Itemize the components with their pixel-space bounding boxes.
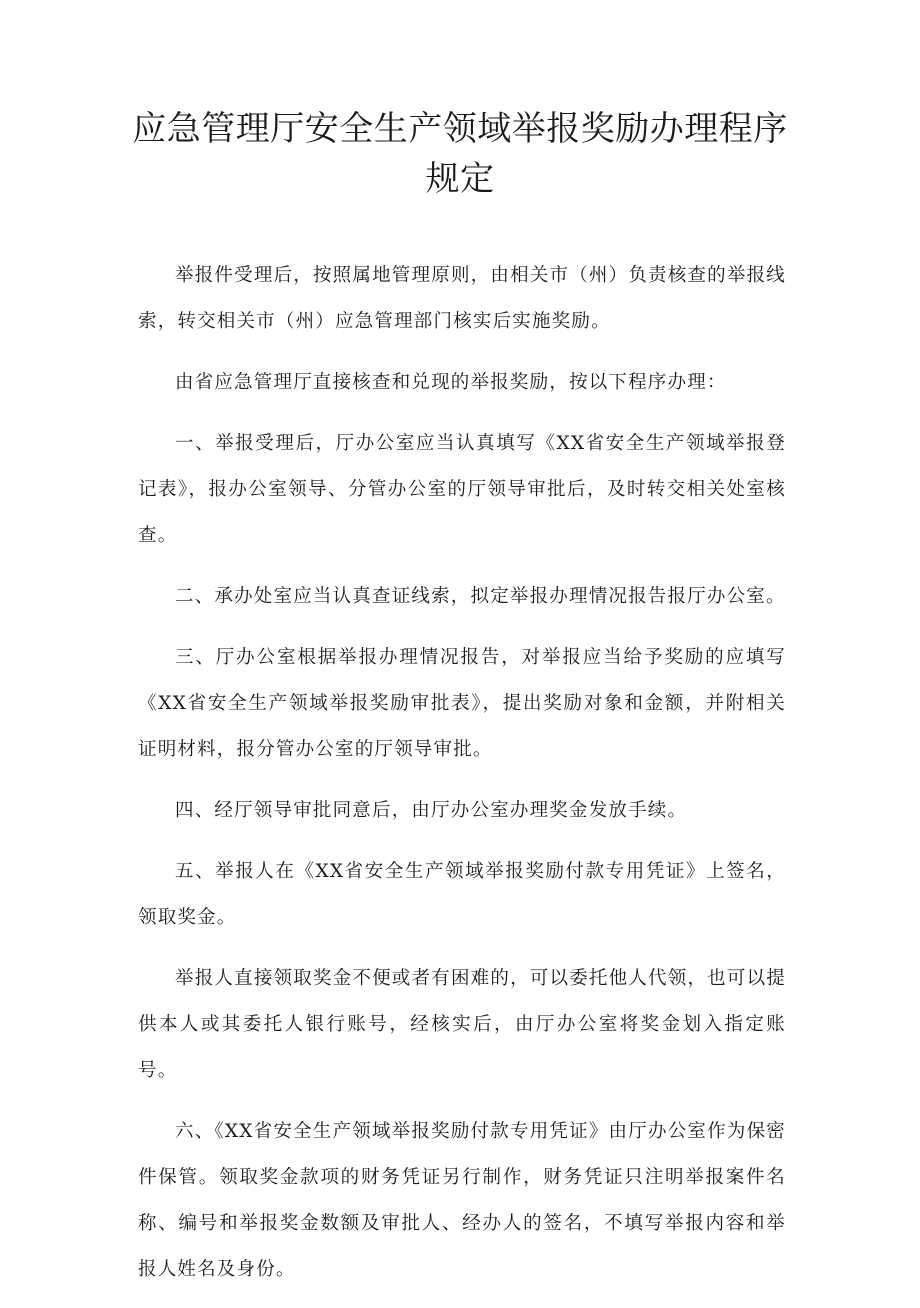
paragraph-step-2: 二、承办处室应当认真查证线索，拟定举报办理情况报告报厅办公室。: [175, 586, 786, 607]
paragraph-intro: 举报件受理后，按照属地管理原则，由相关市（州）负责核查的举报线索，转交相关市（州）应急管理部门核实后实施奖励。: [138, 265, 786, 332]
paragraph-step-6: 六、《XX省安全生产领域举报奖励付款专用凭证》由厅办公室作为保密件保管。领取奖金款项的财务凭证另行制作，财务凭证只注明举报案件名称、编号和举报奖金数额及审批人、经办人的签名，不填写举报内容和举报人姓名及身份。: [138, 1121, 786, 1280]
document-title: 应急管理厅安全生产领域举报奖励办理程序规定: [132, 109, 788, 199]
paragraph-step-4: 四、经厅领导审批同意后，由厅办公室办理奖金发放手续。: [175, 800, 688, 821]
paragraph-step-5: 五、举报人在《XX省安全生产领域举报奖励付款专用凭证》上签名，领取奖金。: [138, 861, 786, 928]
paragraph-step-3: 三、厅办公室根据举报办理情况报告，对举报应当给予奖励的应填写《XX省安全生产领域举报奖励审批表》，提出奖励对象和金额，并附相关证明材料，报分管办公室的厅领导审批。: [138, 647, 786, 760]
document-body: [138, 253, 786, 1308]
paragraph-step-5-note: 举报人直接领取奖金不便或者有困难的，可以委托他人代领，也可以提供本人或其委托人银行账号，经核实后，由厅办公室将奖金划入指定账号。: [138, 968, 786, 1081]
paragraph-procedure-lead: 由省应急管理厅直接核查和兑现的举报奖励，按以下程序办理：: [175, 372, 727, 393]
paragraph-step-1: 一、举报受理后，厅办公室应当认真填写《XX省安全生产领域举报登记表》，报办公室领导、分管办公室的厅领导审批后，及时转交相关处室核查。: [138, 433, 786, 546]
